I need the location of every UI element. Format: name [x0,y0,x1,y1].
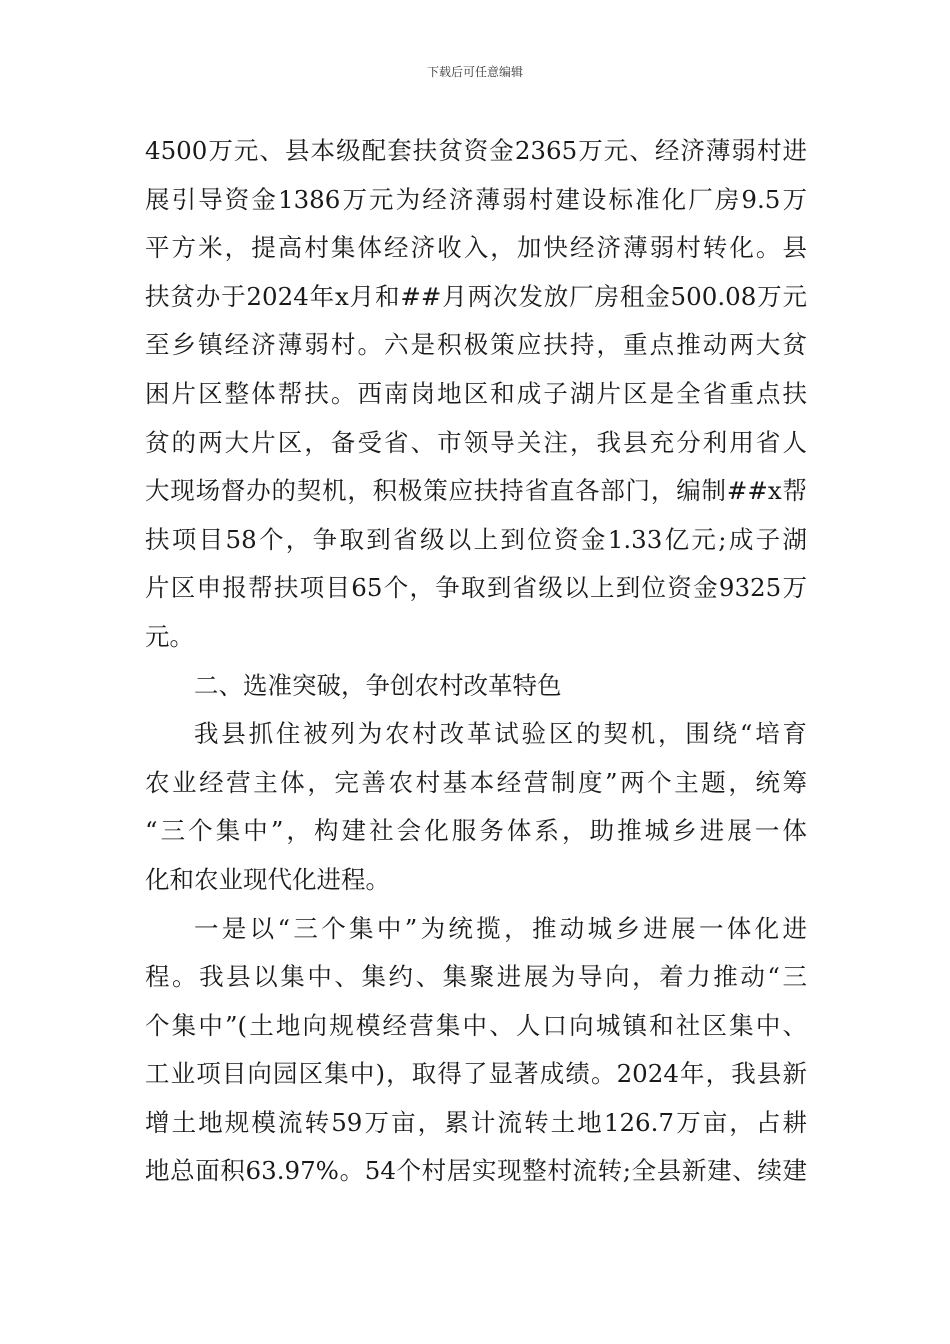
section-heading: 二、选准突破，争创农村改革特色 [194,670,562,700]
text-line: 大现场督办的契机，积极策应扶持省直各部门，编制##x帮 [145,476,807,506]
text-line: 元。 [145,621,194,651]
text-line: 平方米，提高村集体经济收入，加快经济薄弱村转化。县 [145,233,807,263]
text-line: 扶贫办于2024年x月和##月两次发放厂房租金500.08万元 [145,281,807,311]
text-line: 地总面积63.97%。54个村居实现整村流转;全县新建、续建 [145,1156,807,1186]
page-header: 下载后可任意编辑 [426,65,523,79]
text-line: 程。我县以集中、集约、集聚进展为导向，着力推动“三 [145,962,807,992]
text-line: 我县抓住被列为农村改革试验区的契机，围绕“培育 [194,719,807,749]
text-line: 化和农业现代化进程。 [145,864,390,894]
text-line: 困片区整体帮扶。西南岗地区和成子湖片区是全省重点扶 [145,378,807,408]
text-line: 片区申报帮扶项目65个，争取到省级以上到位资金9325万 [145,573,807,603]
text-line: 贫的两大片区，备受省、市领导关注，我县充分利用省人 [145,427,807,457]
text-line: “三个集中”，构建社会化服务体系，助推城乡进展一体 [145,816,807,846]
text-line: 农业经营主体，完善农村基本经营制度”两个主题，统筹 [145,767,807,797]
text-line: 一是以“三个集中”为统揽，推动城乡进展一体化进 [194,913,807,943]
text-line: 至乡镇经济薄弱村。六是积极策应扶持，重点推动两大贫 [145,330,807,360]
document-body [145,127,807,1196]
text-line: 4500万元、县本级配套扶贫资金2365万元、经济薄弱村进 [145,136,807,165]
text-line: 展引导资金1386万元为经济薄弱村建设标准化厂房9.5万 [145,184,807,214]
text-line: 个集中”(土地向规模经营集中、人口向城镇和社区集中、 [145,1010,807,1040]
text-line: 增土地规模流转59万亩，累计流转土地126.7万亩，占耕 [145,1107,807,1137]
text-line: 扶项目58个，争取到省级以上到位资金1.33亿元;成子湖 [145,524,807,554]
text-line: 工业项目向园区集中)，取得了显著成绩。2024年，我县新 [145,1059,807,1089]
